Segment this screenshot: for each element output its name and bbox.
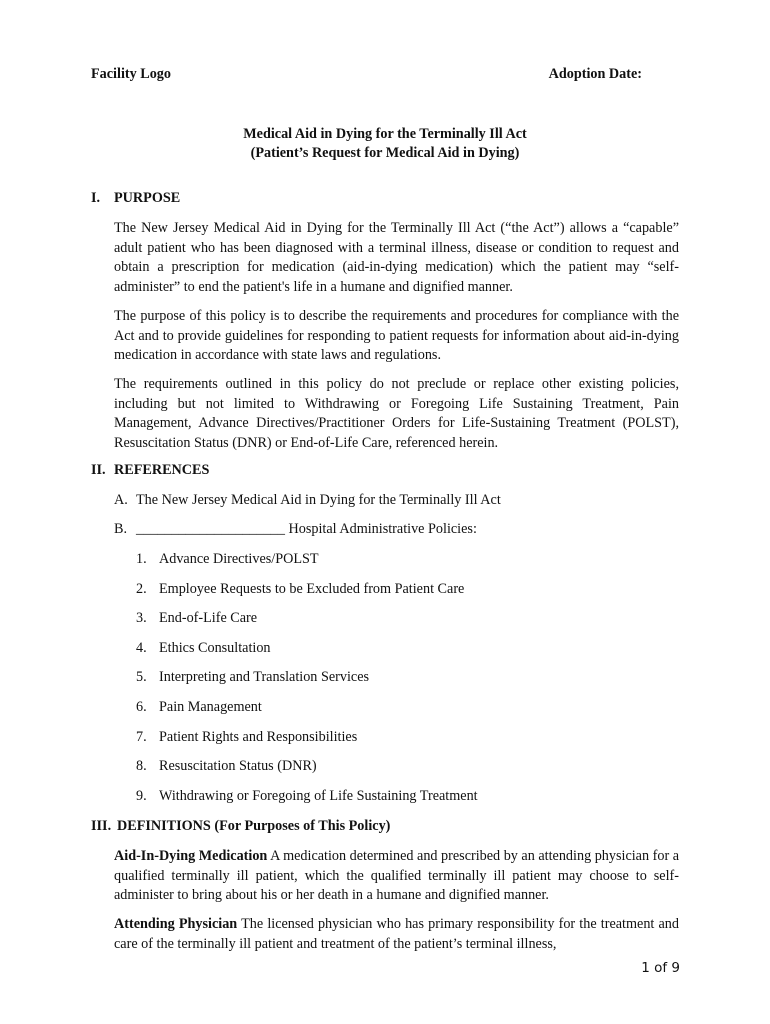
definition-text: The licensed physician who has primary responsibility for the treatment and care of the terminally ill patient and treatment of the patient’s terminal illness,	[114, 916, 679, 952]
purpose-paragraph-2: The purpose of this policy is to describe the requirements and procedures for compliance with the Act and to provide guidelines for responding to patient requests for information about aid-in-dying medication in accordance with state laws and regulations.	[114, 308, 679, 363]
reference-letter: A.	[114, 492, 128, 508]
reference-a	[114, 492, 501, 509]
section-number: I.	[91, 190, 101, 206]
list-item-text: Interpreting and Translation Services	[159, 669, 370, 685]
definition-text: A medication determined and prescribed by an attending physician for a qualified terminally ill patient, which the qualified terminally ill patient may choose to self-administer to bring about his or her death in a humane and dignified manner.	[114, 848, 680, 903]
list-item-number: 3.	[136, 610, 147, 626]
list-item-text: Resuscitation Status (DNR)	[159, 758, 317, 774]
section-title: DEFINITIONS (For Purposes of This Policy)	[117, 818, 391, 834]
list-item-number: 8.	[136, 758, 147, 774]
section-purpose-heading	[91, 190, 180, 207]
section-number: II.	[91, 462, 106, 478]
section-title: PURPOSE	[114, 190, 181, 206]
section-references-heading	[91, 462, 209, 479]
list-item-number: 5.	[136, 669, 147, 685]
list-item-text: Ethics Consultation	[159, 640, 271, 656]
list-item-number: 9.	[136, 788, 147, 804]
list-item	[136, 669, 369, 686]
definition-term: Aid-In-Dying Medication	[114, 848, 268, 864]
section-number: III.	[91, 818, 112, 834]
list-item-text: Withdrawing or Foregoing of Life Sustaining Treatment	[159, 788, 478, 804]
definition-aid-in-dying-medication	[114, 847, 679, 906]
adoption-date-label: Adoption Date:	[548, 66, 642, 82]
list-item	[136, 610, 257, 627]
list-item	[136, 699, 262, 716]
list-item-text: Patient Rights and Responsibilities	[159, 729, 358, 745]
list-item-number: 4.	[136, 640, 147, 656]
list-item	[136, 758, 317, 775]
title-line-1: Medical Aid in Dying for the Terminally Ill Act	[243, 126, 527, 142]
list-item-number: 1.	[136, 551, 147, 567]
list-item-text: Advance Directives/POLST	[159, 551, 319, 567]
list-item-text: Employee Requests to be Excluded from Patient Care	[159, 581, 465, 597]
list-item-number: 6.	[136, 699, 147, 715]
title-line-2: (Patient’s Request for Medical Aid in Dying)	[250, 145, 520, 161]
reference-text: The New Jersey Medical Aid in Dying for the Terminally Ill Act	[136, 492, 501, 508]
list-item-number: 7.	[136, 729, 147, 745]
page-number: 1 of 9	[641, 960, 680, 976]
definition-term: Attending Physician	[114, 916, 238, 932]
list-item-number: 2.	[136, 581, 147, 597]
list-item-text: End-of-Life Care	[159, 610, 258, 626]
section-title: REFERENCES	[114, 462, 210, 478]
definition-attending-physician	[114, 915, 679, 954]
reference-b	[114, 521, 477, 538]
page-header	[91, 66, 642, 83]
list-item-text: Pain Management	[159, 699, 262, 715]
facility-logo-label: Facility Logo	[91, 66, 171, 82]
list-item	[136, 640, 271, 657]
list-item	[136, 788, 478, 805]
list-item	[136, 581, 464, 598]
section-definitions-heading	[91, 818, 390, 835]
reference-text: _____________________ Hospital Administrative Policies:	[136, 521, 477, 537]
purpose-paragraph-1: The New Jersey Medical Aid in Dying for the Terminally Ill Act (“the Act”) allows a “capable” adult patient who has been diagnosed with a terminal illness, disease or condition to request and obtain a prescription for medication (aid-in-dying medication) which the patient may “self-administer” to end the patient's life in a humane and dignified manner.	[114, 220, 679, 295]
document-title	[0, 125, 770, 163]
list-item	[136, 551, 319, 568]
list-item	[136, 729, 357, 746]
purpose-paragraph-3: The requirements outlined in this policy do not preclude or replace other existing policies, including but not limited to Withdrawing or Foregoing Life Sustaining Treatment, Pain Management, Advance Directives/Practitioner Orders for Life-Sustaining Treatment (POLST), Resuscitation Status (DNR) or End-of-Life Care, referenced herein.	[114, 376, 679, 451]
reference-letter: B.	[114, 521, 128, 537]
